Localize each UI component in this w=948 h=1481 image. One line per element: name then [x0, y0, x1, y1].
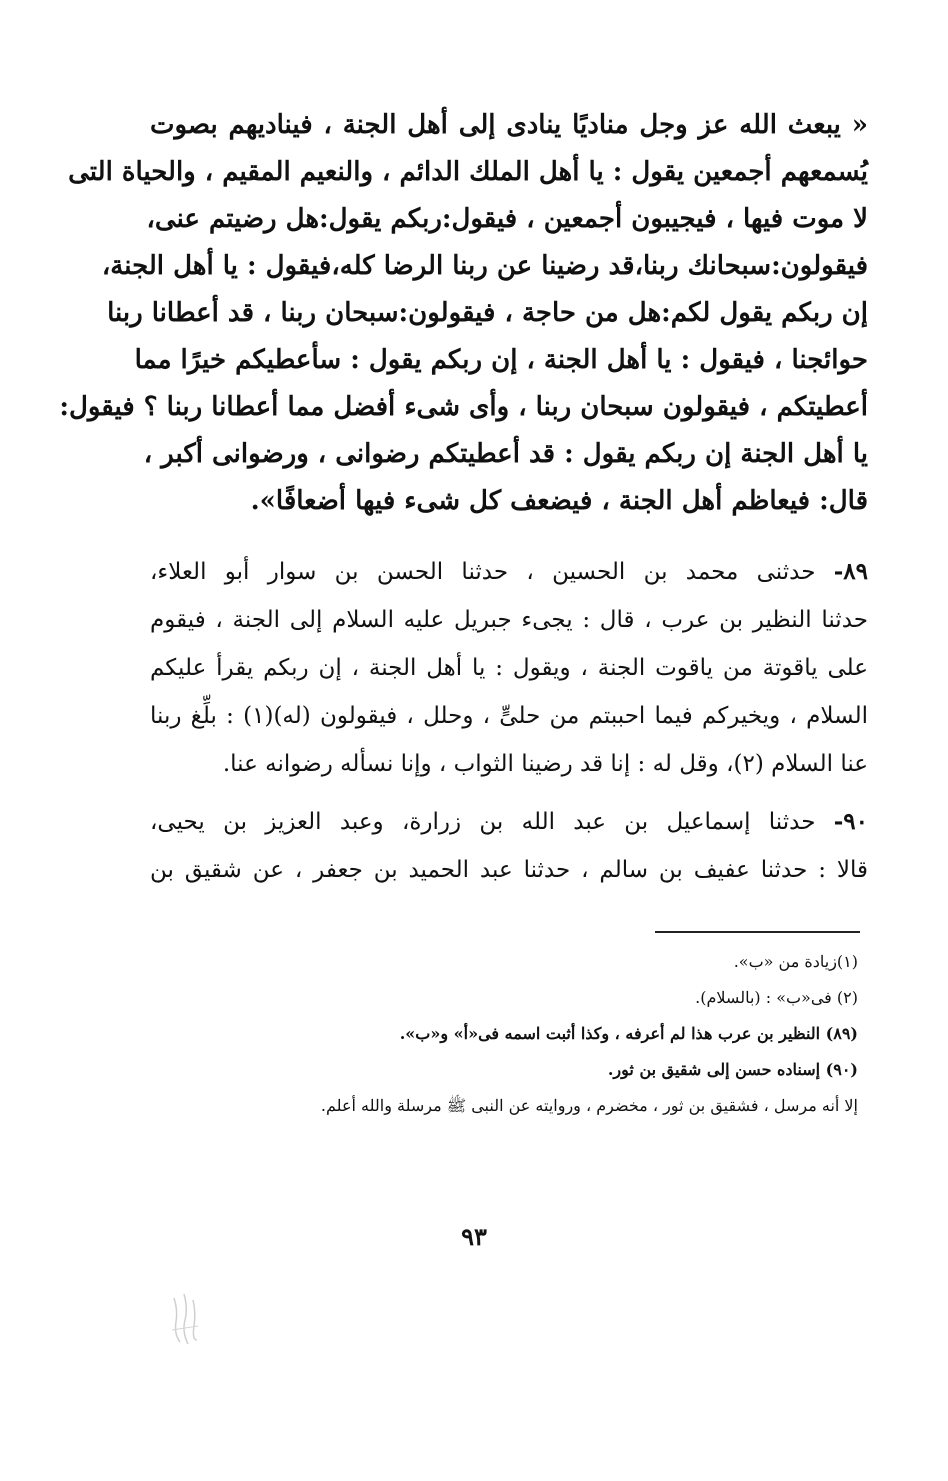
page-number: ٩٣: [461, 1222, 487, 1251]
hadith-first-line: [150, 798, 868, 846]
quote-line: « يبعث الله عز وجل مناديًا ينادى إلى أهل الجنة ، فيناديهم بصوت: [150, 110, 868, 140]
hadith-text: حدثنا إسماعيل بن عبد الله بن زرارة، وعبد العزيز بن يحيى،: [150, 809, 834, 835]
quote-line: إن ربكم يقول لكم:هل من حاجة ، فيقولون:سبحان ربنا ، قد أعطانا ربنا: [107, 298, 868, 328]
hadith-number: ٨٩-: [833, 558, 868, 585]
footnote: (٨٩) النظير بن عرب هذا لم أعرفه ، وكذا أثبت اسمه فى«أ» و«ب».: [399, 1024, 858, 1043]
footnotes: [150, 944, 858, 1124]
quote-line: أعطيتكم ، فيقولون سبحان ربنا ، وأى شىء أفضل مما أعطانا ربنا ؟ فيقول:: [59, 392, 868, 422]
quote-line: يُسمعهم أجمعين يقول : يا أهل الملك الدائم ، والنعيم المقيم ، والحياة التى: [68, 157, 868, 187]
hadith-line: قالا : حدثنا عفيف بن سالم ، حدثنا عبد الحميد بن جعفر ، عن شقيق بن: [150, 857, 868, 883]
hadith-line: على ياقوتة من ياقوت الجنة ، ويقول : يا أهل الجنة ، إن ربكم يقرأ عليكم: [150, 655, 868, 681]
hadith-89-paragraph: [150, 548, 868, 788]
quote-line: لا موت فيها ، فيجيبون أجمعين ، فيقول:ربكم يقول:هل رضيتم عنى،: [146, 204, 868, 234]
hadith-90-paragraph: [150, 798, 868, 894]
hadith-quote-paragraph: [59, 102, 868, 525]
faint-stamp-mark: [168, 1290, 202, 1350]
quote-line: فيقولون:سبحانك ربنا،قد رضينا عن ربنا الرضا كله،فيقول : يا أهل الجنة،: [101, 251, 868, 281]
hadith-text: حدثنى محمد بن الحسين ، حدثنا الحسن بن سوار أبو العلاء،: [150, 559, 834, 585]
hadith-number: ٩٠-: [833, 808, 868, 835]
footnote: (١)زيادة من «ب».: [733, 952, 858, 971]
footnote: (٩٠) إسناده حسن إلى شقيق بن ثور.: [607, 1060, 858, 1079]
quote-line: حوائجنا ، فيقول : يا أهل الجنة ، إن ربكم يقول : سأعطيكم خيرًا مما: [134, 345, 868, 375]
quote-line: قال: فيعاظم أهل الجنة ، فيضعف كل شىء فيها أضعافًا».: [250, 486, 868, 516]
hadith-line: عنا السلام (٢)، وقل له : إنا قد رضينا الثواب ، وإنا نسأله رضوانه عنا.: [222, 751, 868, 777]
hadith-first-line: [150, 548, 868, 596]
footnote: (٢) فى«ب» : (بالسلام).: [695, 988, 858, 1007]
quote-line: يا أهل الجنة إن ربكم يقول : قد أعطيتكم رضوانى ، ورضوانى أكبر ،: [143, 439, 868, 469]
hadith-line: السلام ، ويخيركم فيما احببتم من حلىٍّ ، وحلل ، فيقولون (له)(١) : بلِّغ ربنا: [150, 703, 869, 729]
footnote: إلا أنه مرسل ، فشقيق بن ثور ، مخضرم ، وروايته عن النبى ﷺ مرسلة والله أعلم.: [320, 1096, 858, 1115]
hadith-line: حدثنا النظير بن عرب ، قال : يجىء جبريل عليه السلام إلى الجنة ، فيقوم: [150, 607, 868, 633]
footnote-separator: [655, 931, 860, 933]
